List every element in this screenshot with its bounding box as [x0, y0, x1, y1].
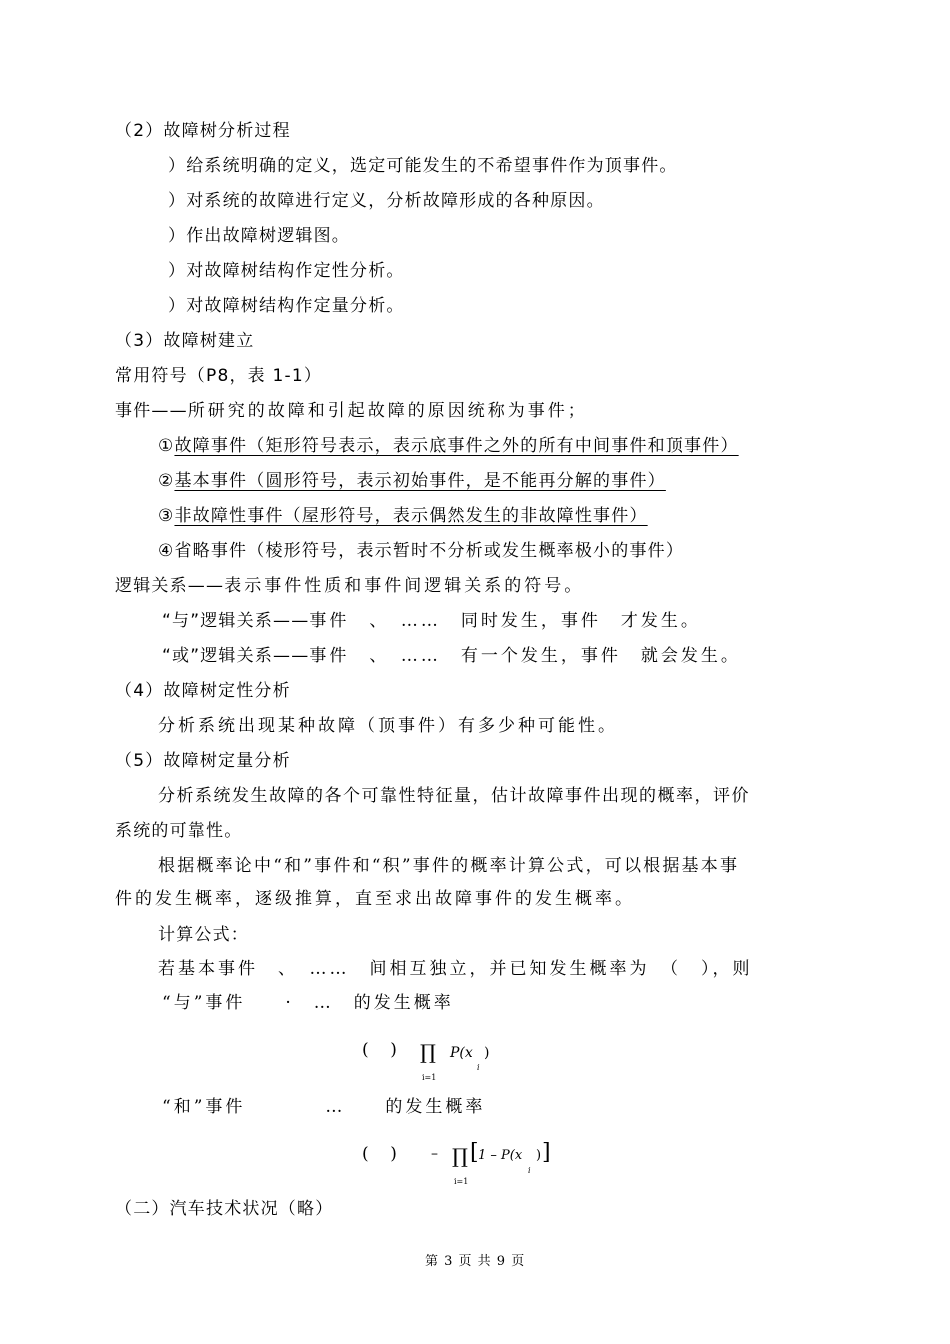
page-footer: 第 3 页 共 9 页: [425, 1254, 526, 1269]
product-symbol: ∏: [420, 1040, 436, 1064]
formula-heading: 计算公式：: [158, 925, 249, 945]
independence-text: 若基本事件 、 …… 间相互独立，并已知发生概率为 （ ），则: [158, 959, 753, 979]
document-page: （2）故障树分析过程 ）给系统明确的定义，选定可能发生的不希望事件作为顶事件。 ）对系统的故障进行定义，分析故障形成的各种原因。 ）作出故障树逻辑图。 ）对故障树结构作定性分析。 ）对故障树结构作定量分析。 （3）故障树建立 常用符号（P8，表 1-1） 事件——所研究的故障和引起故障的原因统称为事件； ①故障事件（矩形符号表示，表示底事件之外的所有中间事件和顶事件） ②基本事件（圆形符号，表示初始事件，是不能再分解的事件） ③非故障性事件（屋形符号，表示偶然发生的非故障性事件） ④省略事件（棱形符号，表示暂时不分析或发生概率极小的事件） 逻辑关系——表示事件性质和事件间逻辑关系的符号。 “与”逻辑关系——事件 、 …… 同时发生，事件 才发生。 “或”逻辑关系——事件 、 …… 有一个发生，事件 就会发生。 （4）故障树定性分析 分析系统出现某种故障（顶事件）有多少种可能性。 （5）故障树定量分析 分析系统发生故障的各个可靠性特征量，估计故障事件出现的概率，评价 系统的可靠性。 根据概率论中“和”事件和“积”事件的概率计算公式，可以根据基本事 件的发生概率，逐级推算，直至求出故障事件的发生概率。 计算公式： 若基本事件 、 …… 间相互独立，并已知发生概率为 （ ），则 “与”事件 · … 的发生概率 ( ) ∏ i=1 P(x ) i “和”事件 … 的发生概率 ( ) – ∏ i=1 [ 1 – P(x ) ] i （二）汽车技术状况（略） 第 3 页 共 9 页: [115, 121, 753, 1269]
step-5: ）对故障树结构作定量分析。: [168, 296, 405, 316]
product-symbol: ∏: [452, 1144, 468, 1168]
probability-text-1: 根据概率论中“和”事件和“积”事件的概率计算公式，可以根据基本事: [158, 856, 740, 876]
event-definition: 事件——所研究的故障和引起故障的原因统称为事件；: [115, 401, 588, 421]
heading-4: （4）故障树定性分析: [115, 681, 291, 701]
heading-2: （2）故障树分析过程: [115, 121, 291, 141]
fault-event-item: ①故障事件（矩形符号表示，表示底事件之外的所有中间事件和顶事件）: [158, 436, 739, 456]
heading-5: （5）故障树定量分析: [115, 751, 291, 771]
and-event-text: “与”事件 · … 的发生概率: [162, 993, 454, 1013]
probability-text-2: 件的发生概率，逐级推算，直至求出故障事件的发生概率。: [115, 889, 635, 909]
logic-relation-definition: 逻辑关系——表示事件性质和事件间逻辑关系的符号。: [115, 576, 585, 596]
basic-event-item: ②基本事件（圆形符号，表示初始事件，是不能再分解的事件）: [158, 471, 666, 491]
qualitative-text: 分析系统出现某种故障（顶事件）有多少种可能性。: [158, 716, 618, 736]
quantitative-text-1: 分析系统发生故障的各个可靠性特征量，估计故障事件出现的概率，评价: [158, 786, 750, 806]
step-3: ）作出故障树逻辑图。: [168, 226, 350, 246]
or-event-text: “和”事件 … 的发生概率: [162, 1097, 486, 1117]
or-relation: “或”逻辑关系——事件 、 …… 有一个发生，事件 就会发生。: [162, 646, 741, 666]
heading-vehicle-condition: （二）汽车技术状况（略）: [115, 1199, 334, 1219]
quantitative-text-2: 系统的可靠性。: [115, 821, 243, 841]
heading-3: （3）故障树建立: [115, 331, 255, 351]
and-relation: “与”逻辑关系——事件 、 …… 同时发生，事件 才发生。: [162, 611, 701, 631]
step-4: ）对故障树结构作定性分析。: [168, 261, 405, 281]
omitted-event-item: ④省略事件（棱形符号，表示暂时不分析或发生概率极小的事件）: [158, 541, 685, 561]
step-1: ）给系统明确的定义，选定可能发生的不希望事件作为顶事件。: [168, 156, 678, 176]
common-symbols: 常用符号（P8，表 1-1）: [115, 366, 323, 386]
non-fault-event-item: ③非故障性事件（屋形符号，表示偶然发生的非故障性事件）: [158, 506, 648, 526]
step-2: ）对系统的故障进行定义，分析故障形成的各种原因。: [168, 191, 605, 211]
